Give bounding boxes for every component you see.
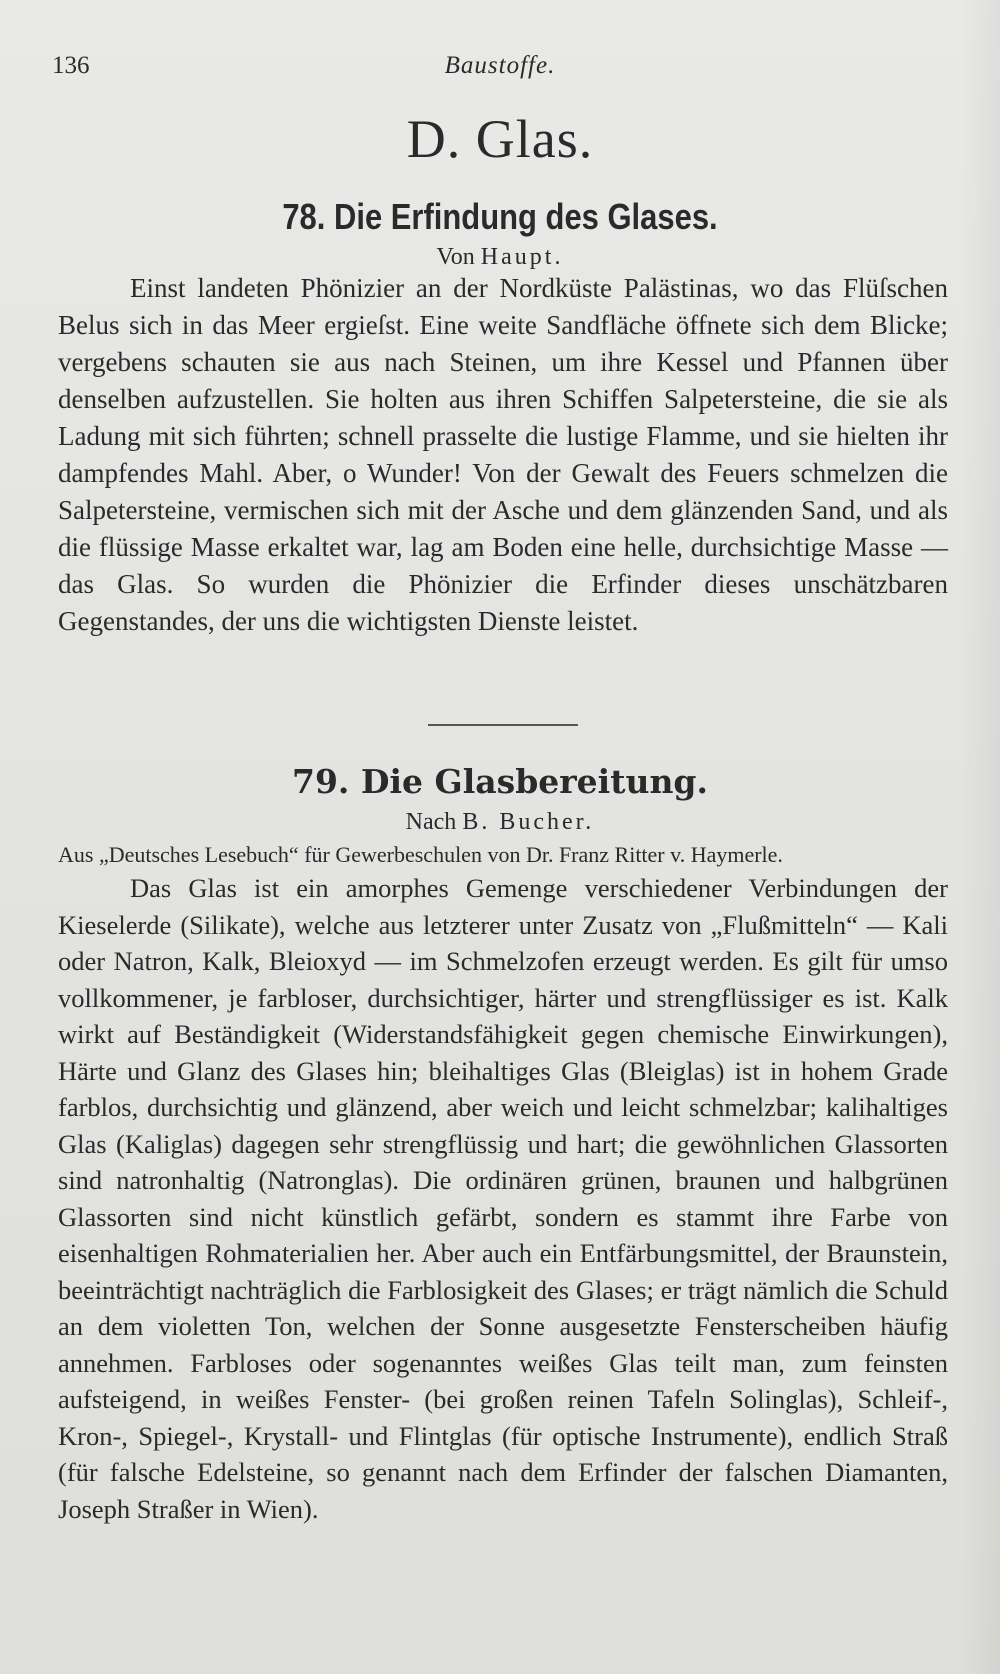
chapter-78-body: [58, 270, 948, 640]
chapter-78-paragraph: Einst landeten Phönizier an der Nordküste Palästinas, wo das Flüſschen Belus sich in das Meer ergieſst. Eine weite Sandfläche öffnete sich dem Blicke; vergebens schauten sie aus nach Steinen, um ihre Kessel und Pfannen über denselben aufzustellen. Sie holten aus ihren Schiffen Salpetersteine, die sie als Ladung mit sich führten; schnell prasselte die lustige Flamme, und sie hielten ihr dampfendes Mahl. Aber, o Wunder! Von der Gewalt des Feuers schmelzen die Salpetersteine, vermischen sich mit der Asche und dem glänzenden Sand, und als die flüssige Masse erkaltet war, lag am Boden eine helle, durchsichtige Masse — das Glas. So wurden die Phönizier die Erfinder dieses unschätzbaren Gegenstandes, der uns die wichtigsten Dienste leistet.: [58, 273, 948, 636]
section-title: D. Glas.: [406, 109, 594, 169]
chapter-78-title: 78. Die Erfindung des Glases.: [282, 196, 718, 237]
chapter-79-author-name: B. Bucher.: [462, 809, 595, 835]
chapter-79-title: 79. Die Glasbereitung.: [292, 762, 708, 801]
page-fold-shadow: [960, 0, 1000, 1674]
chapter-79-body: [58, 870, 948, 1527]
chapter-78-author: [0, 244, 1000, 271]
chapter-79-author: [0, 809, 1000, 836]
chapter-79-source: Aus „Deutsches Lesebuch“ für Gewerbeschulen von Dr. Franz Ritter v. Haymerle.: [58, 842, 783, 867]
chapter-79-paragraph: Das Glas ist ein amorphes Gemenge verschiedener Verbindungen der Kieselerde (Silikate), welche aus letzterer unter Zusatz von „Flußmitteln“ — Kali oder Natron, Kalk, Bleioxyd — im Schmelzofen erzeugt werden. Es gilt für umso vollkommener, je farbloser, durchsichtiger, härter und strengflüssiger es ist. Kalk wirkt auf Beständigkeit (Widerstandsfähigkeit gegen chemische Einwirkungen), Härte und Glanz des Glases hin; bleihaltiges Glas (Bleiglas) ist in hohem Grade farblos, durchsichtig und glänzend, aber weich und leicht schmelzbar; kalihaltiges Glas (Kaliglas) dagegen sehr strengflüssig und hart; die gewöhnlichen Glassorten sind natronhaltig (Natronglas). Die ordinären grünen, braunen und halbgrünen Glassorten sind nicht künstlich gefärbt, sondern es stammt ihre Farbe von eisenhaltigen Rohmaterialien her. Aber auch ein Entfärbungsmittel, der Braunstein, beeinträchtigt nachträglich die Farblosigkeit des Glases; er trägt nämlich die Schuld an dem violetten Ton, welchen der Sonne ausgesetzte Fensterscheiben häufig annehmen. Farbloses oder sogenanntes weißes Glas teilt man, zum feinsten aufsteigend, in weißes Fenster- (bei großen reinen Tafeln Solinglas), Schleif-, Kron-, Spiegel-, Krystall- und Flintglas (für optische Instrumente), endlich Straß (für falsche Edelsteine, so genannt nach dem Erfinder der falschen Diamanten, Joseph Straßer in Wien).: [58, 873, 948, 1524]
chapter-78-author-name: Haupt.: [480, 244, 564, 270]
chapter-separator: [428, 724, 578, 726]
chapter-78-author-prefix: Von: [436, 244, 475, 270]
page-number: 136: [52, 52, 90, 79]
running-head: Baustoffe.: [444, 52, 556, 79]
page-header: [52, 42, 948, 82]
chapter-79-author-prefix: Nach: [405, 809, 457, 835]
